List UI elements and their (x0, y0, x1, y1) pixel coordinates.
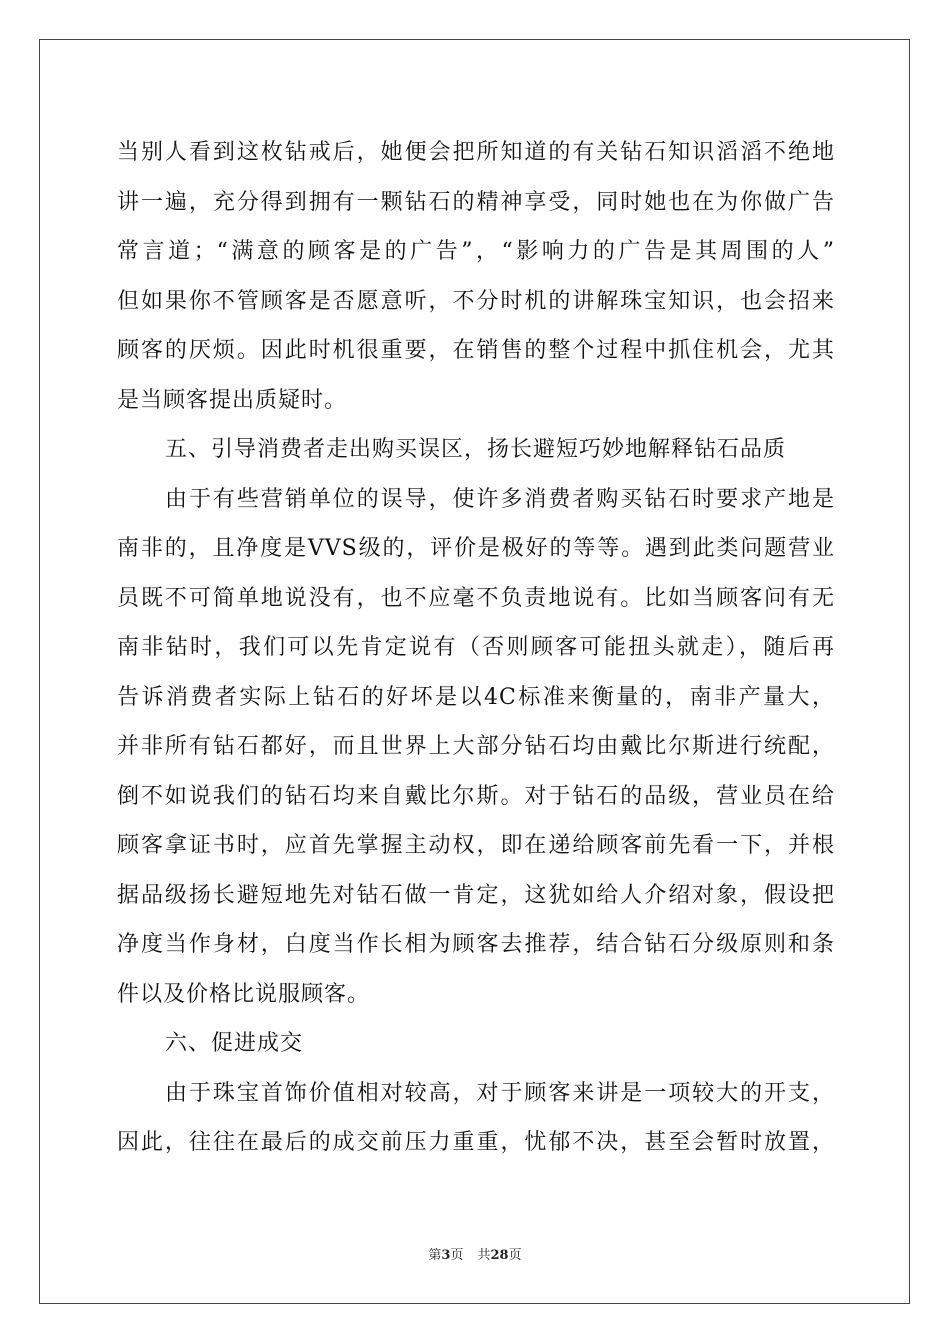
text-line: 由于有些营销单位的误导，使许多消费者购买钻石时要求产地是 (165, 486, 835, 512)
text-line: 但如果你不管顾客是否愿意听，不分时机的讲解珠宝知识，也会招来 (117, 288, 835, 314)
text-line: 是当顾客提出质疑时。 (117, 387, 348, 413)
text-line: 由于珠宝首饰价值相对较高，对于顾客来讲是一项较大的开支， (165, 1080, 835, 1106)
total-pages: 28 (490, 1248, 509, 1263)
total-prefix: 共 (477, 1248, 491, 1263)
page-footer (0, 1244, 950, 1263)
text-line: 顾客拿证书时，应首先掌握主动权，即在递给顾客前先看一下，并根 (117, 833, 835, 858)
page-prefix: 第 (428, 1248, 442, 1263)
text-line: 讲一遍，充分得到拥有一颗钻石的精神享受，同时她也在为你做广告 (117, 189, 835, 215)
text-line: 因此，往往在最后的成交前压力重重，忧郁不决，甚至会暂时放置， (117, 1130, 835, 1155)
text-line: 据品级扬长避短地先对钻石做一肯定，这犹如给人介绍对象，假设把 (117, 882, 835, 908)
text-line: 南非钻时，我们可以先肯定说有（否则顾客可能扭头就走），随后再 (117, 635, 835, 660)
text-line: 净度当作身材，白度当作长相为顾客去推荐，结合钻石分级原则和条 (117, 932, 835, 957)
text-line: 倒不如说我们的钻石均来自戴比尔斯。对于钻石的品级，营业员在给 (117, 783, 835, 809)
text-line: 当别人看到这枚钻戒后，她便会把所知道的有关钻石知识滔滔不绝地 (117, 140, 835, 165)
text-line: 南非的，且净度是VVS级的，评价是极好的等等。遇到此类问题营业 (117, 536, 835, 561)
text-line: 件以及价格比说服顾客。 (117, 981, 371, 1007)
text-line: 并非所有钻石都好，而且世界上大部分钻石均由戴比尔斯进行统配， (117, 734, 835, 759)
total-suffix: 页 (508, 1248, 522, 1263)
section-heading: 六、促进成交 (165, 1031, 304, 1056)
document-body (117, 128, 835, 1168)
page-suffix: 页 (450, 1248, 464, 1263)
section-heading: 五、引导消费者走出购买误区，扬长避短巧妙地解释钻石品质 (165, 437, 787, 462)
text-line: 顾客的厌烦。因此时机很重要，在销售的整个过程中抓住机会，尤其 (117, 338, 835, 363)
text-line: 告诉消费者实际上钻石的好坏是以4C标准来衡量的，南非产量大， (117, 684, 835, 710)
page-number: 3 (441, 1248, 451, 1263)
text-line: 员既不可简单地说没有，也不应毫不负责地说有。比如当顾客问有无 (117, 585, 835, 611)
text-line: 常言道；“满意的顾客是的广告”，“影响力的广告是其周围的人” (117, 239, 835, 264)
